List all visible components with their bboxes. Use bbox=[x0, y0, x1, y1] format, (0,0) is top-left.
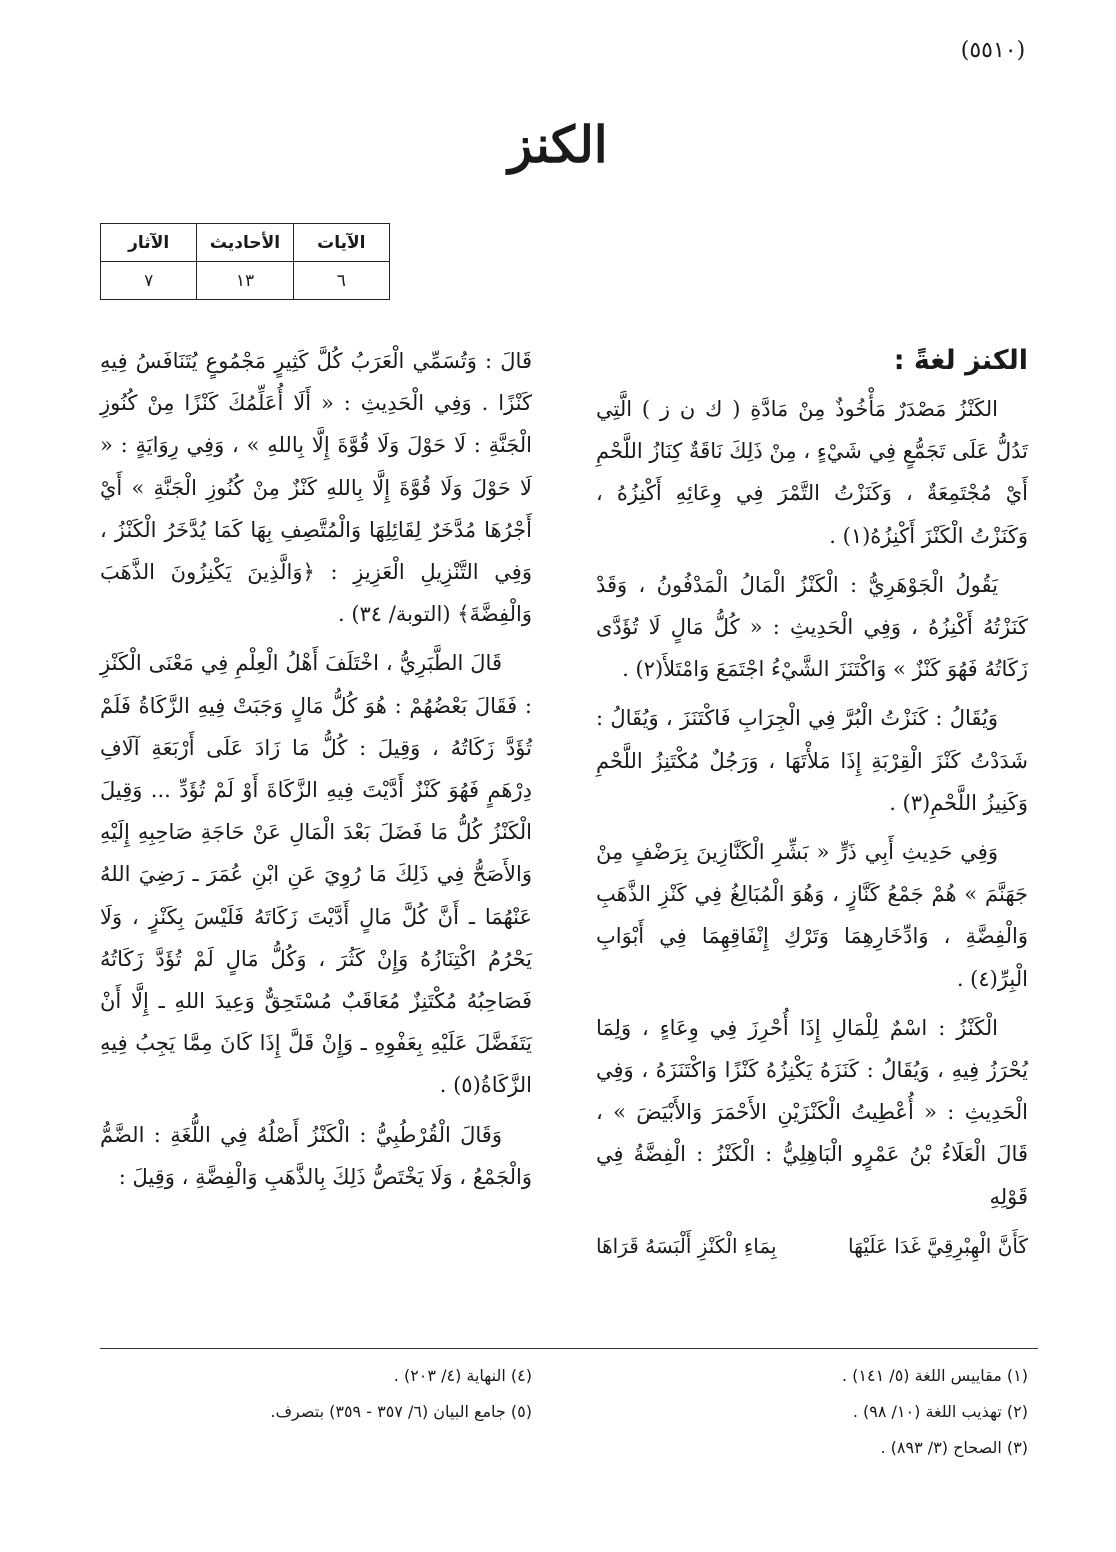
footnote-divider bbox=[100, 1348, 1038, 1349]
footnote: (١) مقاييس اللغة (٥/ ١٤١) . bbox=[842, 1366, 1028, 1385]
page-number: (٥٥١٠) bbox=[960, 38, 1026, 63]
footnotes-left bbox=[100, 1358, 532, 1430]
paragraph: وَيُقَالُ : كَنَزْتُ الْبُرَّ فِي الْجِرَابِ فَاكْتَنَزَ ، وَيُقَالُ : شَدَدْتُ كَنْزَ الْقِرْبَةِ إِذَا مَلأْتَهَا ، وَرَجُلٌ مُكْتَنِزُ اللَّحْمِ وَكَنِيزُ اللَّحْمِ(٣) . bbox=[596, 706, 1028, 815]
count-verses: ٦ bbox=[293, 262, 389, 300]
footnote: (٥) جامع البيان (٦/ ٣٥٧ - ٣٥٩) بتصرف. bbox=[270, 1402, 532, 1421]
stats-value-row bbox=[101, 262, 390, 300]
stats-table bbox=[100, 223, 390, 300]
paragraph: وَقَالَ الْقُرْطُبِيُّ : الْكَنْزُ أَصْلُهُ فِي اللُّغَةِ : الضَّمُّ وَالْجَمْعُ ، وَلَا يَخْتَصُّ ذَلِكَ بِالذَّهَبِ وَالْفِضَّةِ ، وَقِيلَ : bbox=[100, 1122, 532, 1189]
paragraph: قَالَ : وَتُسَمِّي الْعَرَبُ كُلَّ كَثِيرٍ مَجْمُوعٍ يُتَنَافَسُ فِيهِ كَنْزًا . وَفِي الْحَدِيثِ : « أَلَا أُعَلِّمُكَ كَنْزًا مِنْ كُنُوزِ الْجَنَّةِ : لَا حَوْلَ وَلَا قُوَّةَ إِلَّا بِاللهِ » ، وَفِي رِوَايَةٍ : « لَا حَوْلَ وَلَا قُوَّةَ إِلَّا بِاللهِ كَنْزٌ مِنْ كُنُوزِ الْجَنَّةِ » أَيْ أَجْرُهَا مُدَّخَرٌ لِقَائِلِهَا وَالْمُتَّصِفِ بِهَا كَمَا يُدَّخَرُ الْكَنْزُ ، وَفِي التَّنْزِيلِ الْعَزِيزِ : ﴿وَالَّذِينَ يَكْنِزُونَ الذَّهَبَ وَالْفِضَّةَ﴾ (التوبة/ ٣٤) . bbox=[100, 349, 532, 627]
count-hadiths: ١٣ bbox=[197, 262, 293, 300]
header-athar: الآثار bbox=[101, 224, 197, 262]
section-heading: الكنز لغةً : bbox=[893, 345, 1028, 376]
footnote: (٣) الصحاح (٣/ ٨٩٣) . bbox=[880, 1438, 1028, 1457]
poetry-first-hemistich: كَأَنَّ الْهِبْرِقِيَّ غَدَا عَلَيْهَا bbox=[848, 1233, 1028, 1258]
page-title: الكنز bbox=[508, 115, 608, 174]
paragraph: يَقُولُ الْجَوْهَرِيُّ : الْكَنْزُ الْمَالُ الْمَدْفُونُ ، وَقَدْ كَنَزْتُهُ أَكْنِزُهُ ، وَفِي الْحَدِيثِ : « كُلُّ مَالٍ لَا تُؤَدَّى زَكَاتُهُ فَهُوَ كَنْزٌ » وَاكْتَنَزَ الشَّيْءُ اجْتَمَعَ وَامْتَلأَ(٢) . bbox=[596, 572, 1028, 682]
poetry-verse bbox=[596, 1225, 1028, 1267]
footnotes-right bbox=[596, 1358, 1028, 1466]
paragraph: وَفِي حَدِيثِ أَبِي ذَرٍّ « بَشِّرِ الْكَنَّازِينَ بِرَضْفٍ مِنْ جَهَنَّمَ » هُمْ جَمْعُ كَنَّازٍ ، وَهُوَ الْمُبَالِغُ فِي كَنْزِ الذَّهَبِ وَالْفِضَّةِ ، وَادِّخَارِهِمَا وَتَرْكِ إِنْفَاقِهِمَا فِي أَبْوَابِ الْبِرِّ(٤) . bbox=[596, 840, 1028, 991]
count-athar: ٧ bbox=[101, 262, 197, 300]
paragraph: الْكَنْزُ : اسْمٌ لِلْمَالِ إِذَا أُحْرِزَ فِي وِعَاءٍ ، وَلِمَا يُحْرَزُ فِيهِ ، وَيُقَالُ : كَنَزَهُ يَكْنِزُهُ كَنْزًا وَاكْتَنَزَهُ ، وَفِي الْحَدِيثِ : « أُعْطِيتُ الْكَنْزَيْنِ الأَحْمَرَ وَالأَبْيَضَ » ، قَالَ الْعَلَاءُ بْنُ عَمْرٍو الْبَاهِلِيُّ : الْكَنْزُ : الْفِضَّةُ فِي قَوْلِهِ bbox=[596, 1015, 1028, 1209]
left-column bbox=[100, 340, 532, 1205]
header-verses: الآيات bbox=[293, 224, 389, 262]
stats-header-row bbox=[101, 224, 390, 262]
paragraph: قَالَ الطَّبَرِيُّ ، اخْتَلَفَ أَهْلُ الْعِلْمِ فِي مَعْنَى الْكَنْزِ : فَقَالَ بَعْضُهُمْ : هُوَ كُلُّ مَالٍ وَجَبَتْ فِيهِ الزَّكَاةُ فَلَمْ تُؤَدَّ زَكَاتُهُ ، وَقِيلَ : كُلُّ مَا زَادَ عَلَى أَرْبَعَةِ آلَافِ دِرْهَمٍ فَهُوَ كَنْزٌ أَدَّيْتَ فِيهِ الزَّكَاةَ أَوْ لَمْ تُؤَدِّ ... وَقِيلَ الْكَنْزُ كُلُّ مَا فَضَلَ بَعْدَ الْمَالِ عَنْ حَاجَةِ صَاحِبِهِ إِلَيْهِ وَالأَصَحُّ فِي ذَلِكَ مَا رُوِيَ عَنِ ابْنِ عُمَرَ ـ رَضِيَ اللهُ عَنْهُمَا ـ أَنَّ كُلَّ مَالٍ أَدَّيْتَ زَكَاتَهُ فَلَيْسَ بِكَنْزٍ ، وَلَا يَحْرُمُ اكْتِنَازُهُ وَإِنْ كَثُرَ ، وَكُلُّ مَالٍ لَمْ تُؤَدَّ زَكَاتُهُ فَصَاحِبُهُ مُكْتَنِزٌ مُعَاقَبٌ مُسْتَحِقٌّ وَعِيدَ اللهِ ـ إِلَّا أَنْ يَتَفَضَّلَ عَلَيْهِ بِعَفْوِهِ ـ وَإِنْ قَلَّ إِذَا كَانَ مِمَّا يَجِبُ فِيهِ الزَّكَاةُ(٥) . bbox=[100, 651, 532, 1098]
paragraph: الكَنْزُ مَصْدَرٌ مَأْخُوذٌ مِنْ مَادَّةِ ( ك ن ز ) الَّتِي تَدُلُّ عَلَى تَجَمُّعٍ فِي شَيْءٍ ، مِنْ ذَلِكَ نَاقَةٌ كِنَازُ اللَّحْمِ أَيْ مُجْتَمِعَةٌ ، وَكَنَزْتُ التَّمْرَ فِي وِعَائِهِ أَكْنِزُهُ ، وَكَنَزْتُ الْكَنْزَ أَكْنِزُهُ(١) . bbox=[596, 397, 1028, 548]
poetry-second-hemistich: بِمَاءِ الْكَنْزِ أَلْبَسَهُ قَرَاهَا bbox=[596, 1233, 777, 1258]
footnote: (٢) تهذيب اللغة (١٠/ ٩٨) . bbox=[852, 1402, 1028, 1421]
right-column bbox=[596, 340, 1028, 1267]
header-hadiths: الأحاديث bbox=[197, 224, 293, 262]
footnote: (٤) النهاية (٤/ ٢٠٣) . bbox=[393, 1366, 532, 1385]
